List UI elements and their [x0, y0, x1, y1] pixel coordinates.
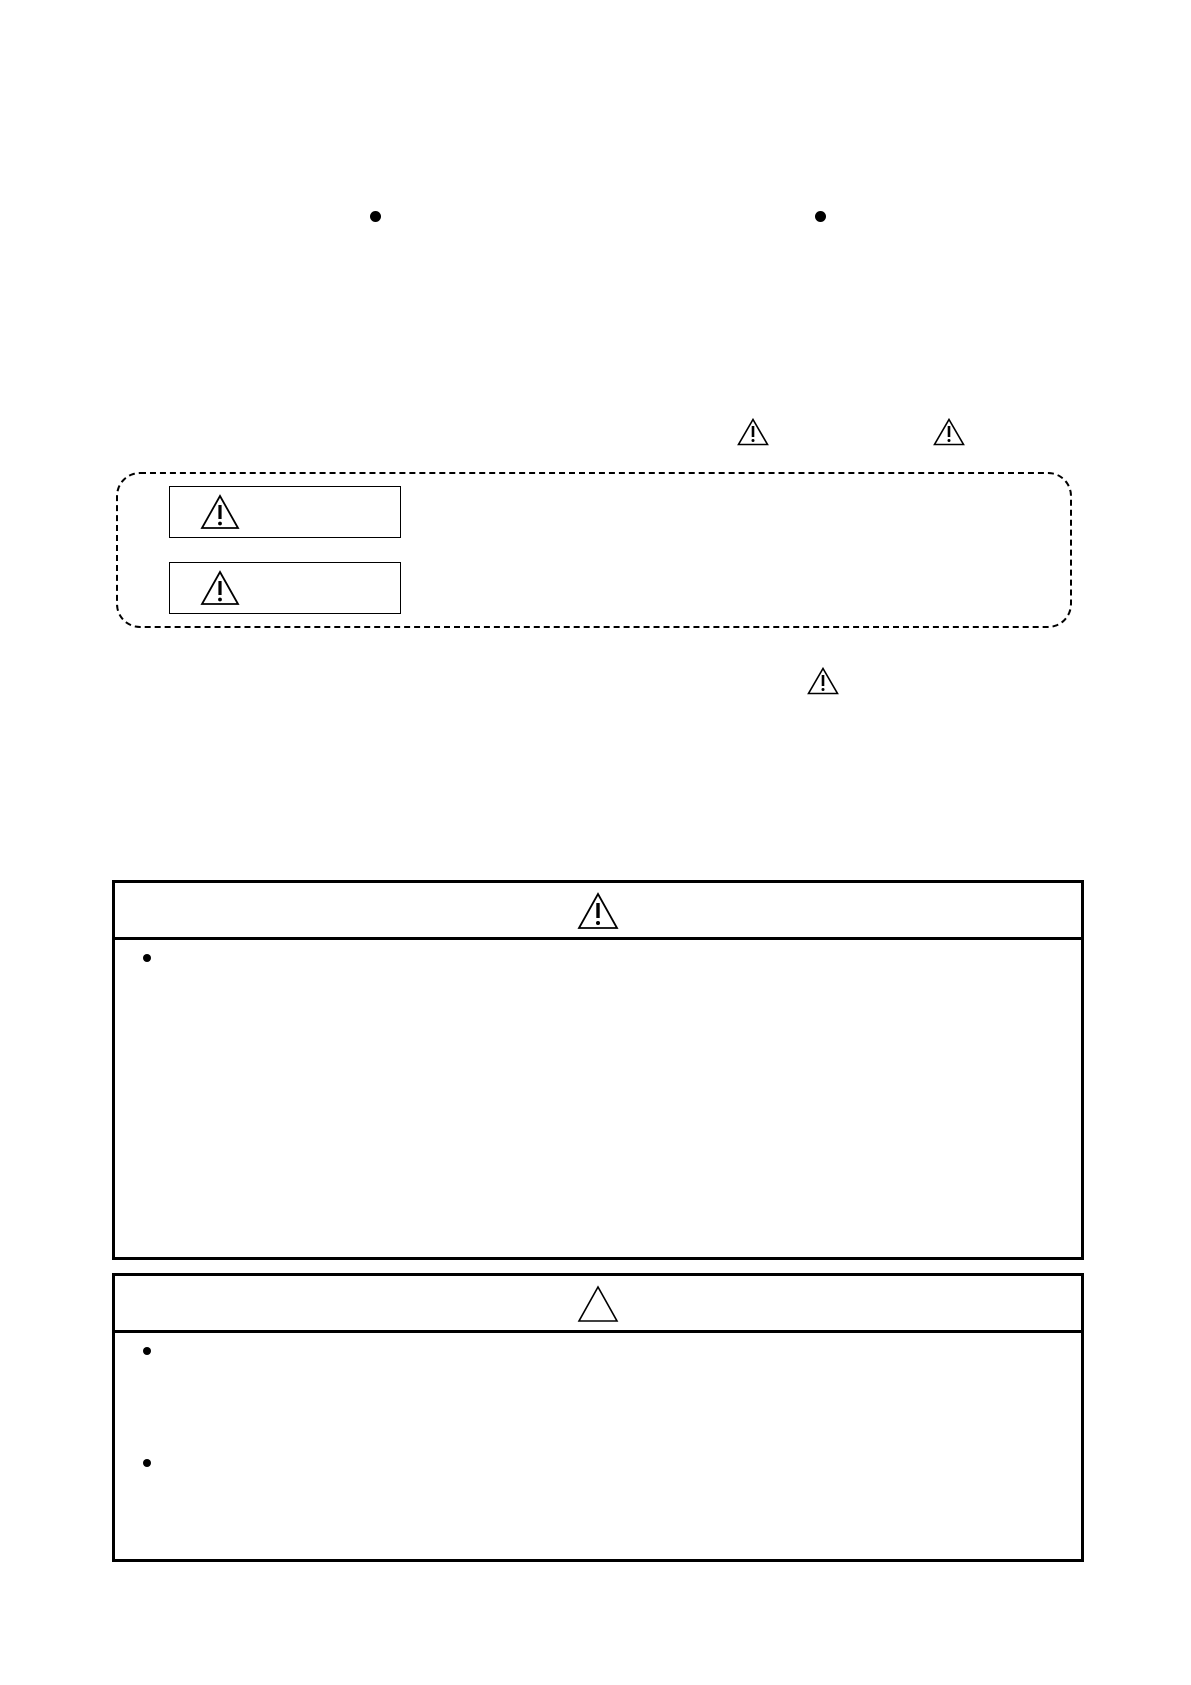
caution-label-box [169, 562, 401, 614]
caution-panel-bullet-2 [143, 1459, 151, 1467]
caution-panel-bullet-1 [143, 1347, 151, 1355]
inline-warning-icon-3 [807, 667, 839, 695]
warning-panel-bullet-1 [143, 954, 151, 962]
caution-panel [112, 1273, 1084, 1562]
warning-panel-header [115, 883, 1081, 940]
warning-label-icon [200, 494, 240, 530]
inline-warning-icon-2 [933, 418, 965, 446]
top-left-bullet-dot [370, 211, 381, 222]
top-right-bullet-dot [815, 211, 826, 222]
caution-panel-header-empty-triangle-icon [577, 1285, 619, 1323]
caution-label-icon [200, 570, 240, 606]
inline-warning-icon-1 [737, 418, 769, 446]
caution-panel-header [115, 1276, 1081, 1333]
warning-label-box [169, 486, 401, 538]
warning-panel-header-icon [577, 892, 619, 930]
warning-panel [112, 880, 1084, 1260]
